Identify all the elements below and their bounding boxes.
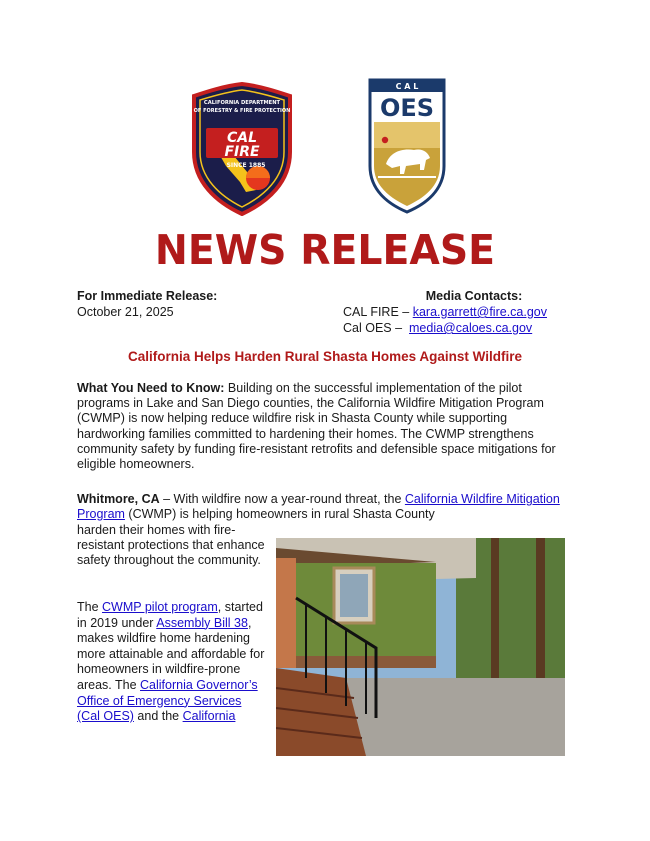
- california-link[interactable]: California: [182, 709, 236, 724]
- release-info: [77, 288, 217, 320]
- release-label: For Immediate Release:: [77, 289, 218, 303]
- cal-fire-arc-line1: CALIFORNIA DEPARTMENT: [203, 100, 281, 106]
- assembly-bill-link[interactable]: Assembly Bill 38: [156, 615, 248, 630]
- pilot-start: The: [77, 600, 103, 614]
- cal-fire-word-cal: CAL: [226, 130, 258, 146]
- pilot-rest: , makes wildfire home hardening more attainable and affordable for homeowners in wildfire-prone areas. The: [77, 615, 265, 692]
- story-intro-paragraph: [77, 492, 574, 522]
- release-date: October 21, 2025: [77, 305, 174, 319]
- headline: NEWS RELEASE: [154, 226, 496, 274]
- cal-fire-word-fire: FIRE: [224, 144, 260, 160]
- pilot-and: and the: [133, 709, 183, 724]
- subheadline: California Helps Harden Rural Shasta Homes Against Wildfire: [128, 349, 522, 364]
- pilot-mid: , started in 2019 under: [77, 600, 263, 630]
- dateline-dash: –: [159, 492, 174, 506]
- contact-caloes-email[interactable]: media@caloes.ca.gov: [409, 321, 533, 335]
- dateline: Whitmore, CA: [77, 492, 160, 506]
- cal-oes-top-text: C A L: [395, 82, 419, 91]
- story-after-link: (CWMP) is helping homeowners in rural Shasta County: [124, 507, 435, 522]
- cal-oes-link[interactable]: California Governor’s Office of Emergency Services (Cal OES): [77, 677, 258, 724]
- contact-calfire: [343, 304, 575, 320]
- need-to-know-text: Building on the successful implementation of the pilot programs in Lake and San Diego counties, the California Wildfire Mitigation Program (CWMP) is now helping reduce wildfire risk in Shasta County while supporting hardworking families committed to hardening their homes. The CWMP strengthens community safety by funding fire-resistant retrofits and defensible space mitigations for eligible homeowners.: [77, 381, 556, 472]
- contact-caloes-prefix: Cal OES –: [343, 321, 403, 335]
- cal-oes-logo: [366, 78, 448, 214]
- need-to-know-paragraph: [77, 381, 574, 472]
- contact-calfire-email[interactable]: kara.garrett@fire.ca.gov: [412, 305, 547, 319]
- cwmp-link[interactable]: California Wildfire Mitigation Program: [77, 492, 560, 522]
- cwmp-pilot-link[interactable]: CWMP pilot program: [102, 600, 218, 614]
- cal-fire-logo: [190, 82, 294, 216]
- contacts-title: Media Contacts:: [425, 289, 523, 303]
- story-intro-text: With wildfire now a year-round threat, the: [173, 492, 405, 506]
- cal-fire-since: SINCE 1885: [226, 162, 266, 169]
- cal-fire-arc-line2: OF FORESTRY & FIRE PROTECTION: [193, 108, 291, 114]
- house-photo: [276, 538, 565, 756]
- contact-caloes: [343, 320, 575, 336]
- logo-row: [0, 78, 650, 218]
- media-contacts: [343, 288, 575, 336]
- pilot-paragraph: [77, 600, 267, 725]
- cal-oes-word: OES: [379, 94, 435, 122]
- need-to-know-label: What You Need to Know:: [77, 381, 225, 395]
- contact-calfire-prefix: CAL FIRE –: [343, 305, 410, 319]
- story-continuation: harden their homes with fire-resistant protections that enhance safety throughout the community.: [77, 523, 265, 568]
